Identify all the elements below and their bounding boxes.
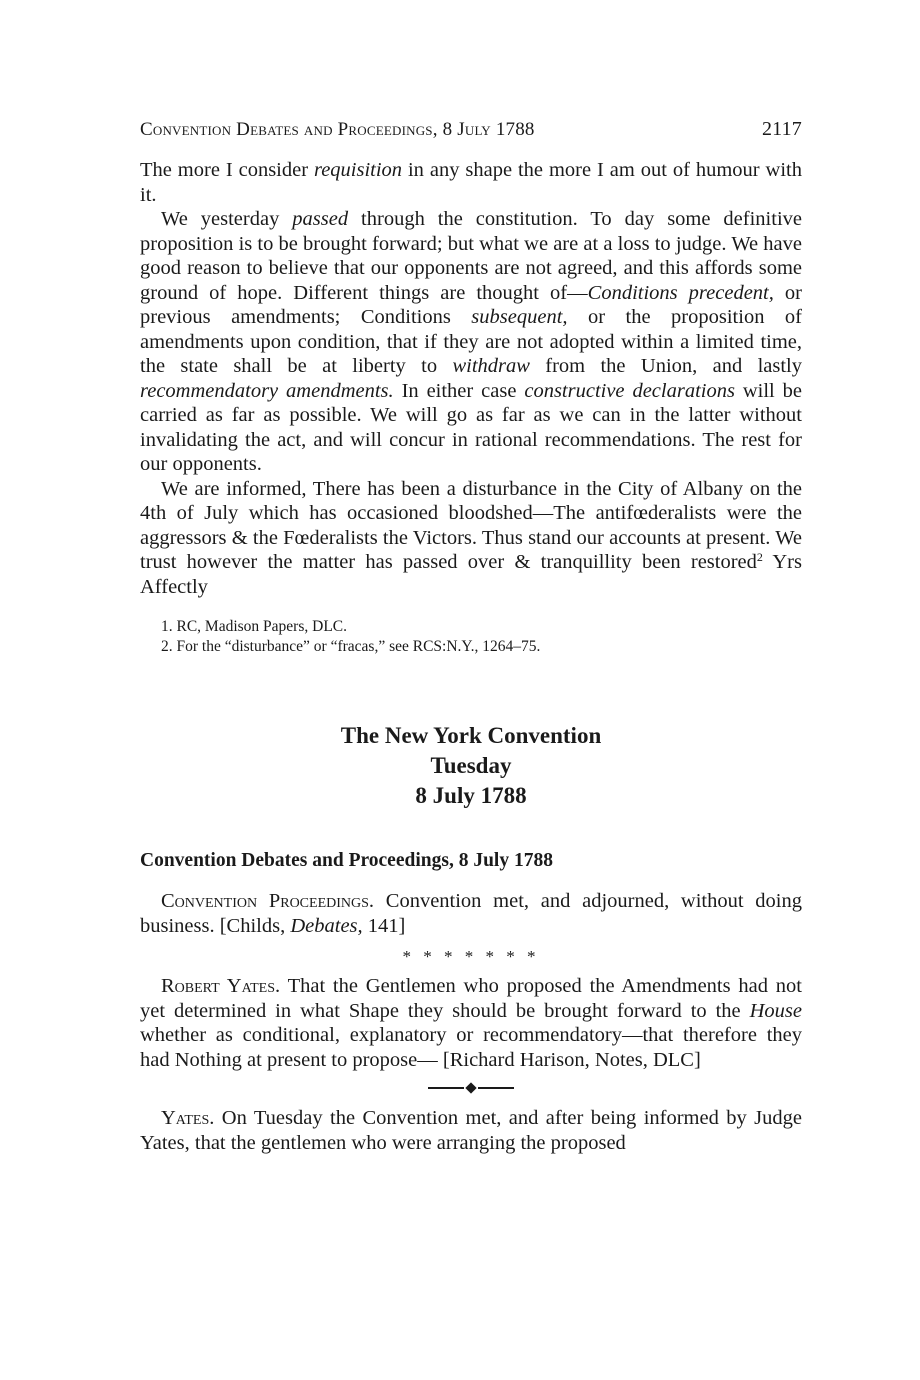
text-run: The more I consider [140, 159, 314, 181]
document-page [140, 118, 802, 1155]
text-run: Convention met, and adjourned, without doing business. [Childs, [140, 890, 802, 937]
subsection-title: Convention Debates and Proceedings, 8 July 1788 [140, 850, 553, 871]
text-run: will be carried as far as possible. We will go as far as we can in the latter without invalidating the act, and will concur in rational recommendations. The rest for our opponents. [140, 379, 802, 475]
text-run: We yesterday [161, 208, 293, 230]
yates-paragraph-1 [140, 974, 802, 1072]
text-run: through the constitution. To day some definitive proposition is to be brought forward; but what we are at a loss to judge. We have good reason to believe that our opponents are not agreed, and this affords some ground of hope. Different things are thought of— [140, 208, 802, 304]
footnotes [140, 617, 802, 657]
paragraph-1 [140, 158, 802, 207]
speaker-name: Convention Proceedings. [161, 890, 375, 912]
footnote-ref: 2 [756, 550, 763, 564]
text-run: That the Gentlemen who proposed the Amendments had not yet determined in what Shape they should be brought forward to the [140, 975, 802, 1022]
running-head-title: Convention Debates and Proceedings, 8 July 1788 [140, 119, 535, 140]
speaker-name: Robert Yates. [161, 975, 281, 997]
heading-line-1: The New York Convention [340, 723, 602, 748]
text-run: Yrs Affectly [140, 551, 802, 598]
proceedings-paragraph [140, 889, 802, 938]
diamond-icon [465, 1082, 476, 1093]
italic-run: Conditions precedent, [587, 281, 774, 304]
italic-run: passed [292, 208, 349, 230]
italic-run: Debates, [290, 914, 363, 937]
section-heading [140, 721, 802, 811]
italic-run: recommendatory amendments. [140, 379, 394, 402]
heading-line-3: 8 July 1788 [415, 783, 527, 808]
italic-run: subsequent, [471, 306, 568, 328]
text-run: whether as conditional, explanatory or recommendatory—that therefore they had Nothing at present to propose— [Richard Harison, Notes, DLC] [140, 1024, 802, 1071]
speaker-name: Yates. [161, 1107, 215, 1129]
italic-run: requisition [313, 159, 403, 181]
page-number: 2117 [761, 118, 802, 140]
yates-paragraph-2 [140, 1106, 802, 1155]
text-run: from the Union, and lastly [529, 355, 802, 377]
italic-run: constructive declarations [524, 379, 735, 402]
text-run: or previous amendments; Conditions [140, 281, 803, 328]
footnote-1: 1. RC, Madison Papers, DLC. [161, 618, 347, 635]
text-run: in any shape the more I am out of humour with it. [140, 159, 802, 206]
text-run: We are informed, There has been a disturbance in the City of Albany on the 4th of July which has occasioned bloodshed—The antifœderalists were the aggressors & the Fœderalists the Victors. Thus stand our accounts at present. We trust however the matter has passed over & tranquillity been restored [140, 477, 802, 573]
running-head [140, 118, 802, 158]
italic-run: withdraw [452, 355, 530, 377]
footnote-2: 2. For the “disturbance” or “fracas,” see RCS:N.Y., 1264–75. [161, 638, 541, 655]
ornament-line-left [428, 1087, 464, 1089]
italic-run: House [749, 999, 802, 1022]
paragraph-3 [140, 477, 802, 600]
paragraph-2 [140, 207, 802, 477]
ornament-line-right [478, 1087, 514, 1089]
text-run: In either case [393, 379, 525, 402]
ornament-divider [140, 1074, 802, 1102]
text-run: On Tuesday the Convention met, and after being informed by Judge Yates, that the gentlemen who were arranging the proposed [140, 1107, 802, 1154]
text-run: 141] [362, 914, 406, 937]
text-run: or the proposition of amendments upon condition, that if they are not adopted within a limited time, the state shall be at liberty to [140, 306, 802, 377]
heading-line-2: Tuesday [430, 753, 512, 778]
asterisk-divider: * * * * * * * [402, 947, 540, 966]
